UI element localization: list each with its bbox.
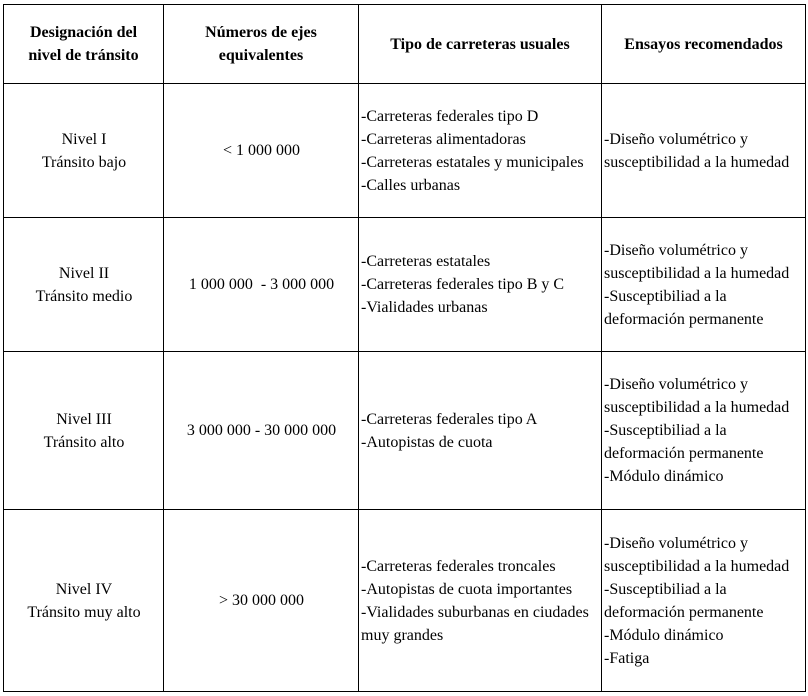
header-col1-line1: Designación del	[29, 24, 138, 41]
road-type-item: -Carreteras estatales	[361, 253, 491, 270]
road-types-cell	[359, 510, 602, 692]
test-item: -Módulo dinámico	[604, 626, 724, 644]
level-name: Nivel III	[56, 410, 112, 428]
test-item: -Diseño volumétrico y susceptibilidad a la humedad	[604, 130, 790, 171]
test-item: -Diseño volumétrico y susceptibilidad a la humedad	[604, 534, 790, 575]
test-item: -Susceptibiliad a la deformación permanente	[604, 422, 764, 462]
level-name: Nivel II	[58, 264, 110, 282]
header-traffic-level-designation	[4, 5, 164, 84]
road-type-item: -Autopistas de cuota	[361, 433, 493, 451]
road-type-item: -Vialidades urbanas	[361, 299, 488, 316]
header-col1-line2: nivel de tránsito	[28, 47, 139, 64]
road-types-cell	[359, 218, 602, 352]
header-equivalent-axles	[164, 5, 359, 84]
road-types-cell	[359, 352, 602, 510]
test-item: -Susceptibiliad a la deformación permanente	[604, 580, 764, 621]
table-row	[4, 84, 806, 218]
test-item: -Fatiga	[604, 649, 650, 667]
road-type-item: -Calles urbanas	[361, 176, 461, 194]
test-item: -Susceptibiliad a la deformación permanente	[604, 287, 764, 328]
header-row	[4, 5, 806, 84]
road-type-item: -Autopistas de cuota importantes	[361, 580, 573, 598]
header-col2-line2: equivalentes	[218, 47, 304, 64]
road-type-item: -Carreteras federales troncales	[361, 557, 556, 575]
test-item: -Diseño volumétrico y susceptibilidad a la humedad	[604, 241, 790, 282]
header-road-types: Tipo de carreteras usuales	[359, 5, 602, 84]
equivalent-axles-cell: > 30 000 000	[164, 510, 359, 692]
level-name: Nivel I	[61, 130, 107, 148]
table-row	[4, 352, 806, 510]
road-type-item: -Carreteras estatales y municipales	[361, 153, 584, 171]
level-name: Nivel IV	[55, 580, 113, 598]
table-row	[4, 218, 806, 352]
level-description: Tránsito alto	[43, 433, 125, 451]
traffic-level-cell	[4, 510, 164, 692]
level-description: Tránsito muy alto	[27, 603, 141, 621]
road-type-item: -Carreteras federales tipo D	[361, 107, 539, 125]
test-item: -Módulo dinámico	[604, 468, 724, 485]
recommended-tests-cell	[602, 218, 806, 352]
header-recommended-tests: Ensayos recomendados	[602, 5, 806, 84]
traffic-level-cell	[4, 352, 164, 510]
equivalent-axles-cell: 1 000 000 - 3 000 000	[164, 218, 359, 352]
road-type-item: -Carreteras federales tipo A	[361, 410, 538, 428]
road-type-item: -Carreteras federales tipo B y C	[361, 276, 565, 293]
recommended-tests-cell	[602, 510, 806, 692]
recommended-tests-cell	[602, 84, 806, 218]
table-row	[4, 510, 806, 692]
road-type-item: -Carreteras alimentadoras	[361, 130, 526, 148]
level-description: Tránsito medio	[35, 287, 133, 305]
road-type-item: -Vialidades suburbanas en ciudades muy grandes	[361, 603, 589, 644]
header-col2-line1: Números de ejes	[205, 24, 317, 41]
level-description: Tránsito bajo	[41, 153, 127, 171]
road-types-cell	[359, 84, 602, 218]
equivalent-axles-cell: 3 000 000 - 30 000 000	[164, 352, 359, 510]
traffic-level-table	[3, 4, 806, 692]
equivalent-axles-cell: < 1 000 000	[164, 84, 359, 218]
recommended-tests-cell	[602, 352, 806, 510]
test-item: -Diseño volumétrico y susceptibilidad a la humedad	[604, 376, 790, 416]
traffic-level-cell	[4, 218, 164, 352]
traffic-level-cell	[4, 84, 164, 218]
